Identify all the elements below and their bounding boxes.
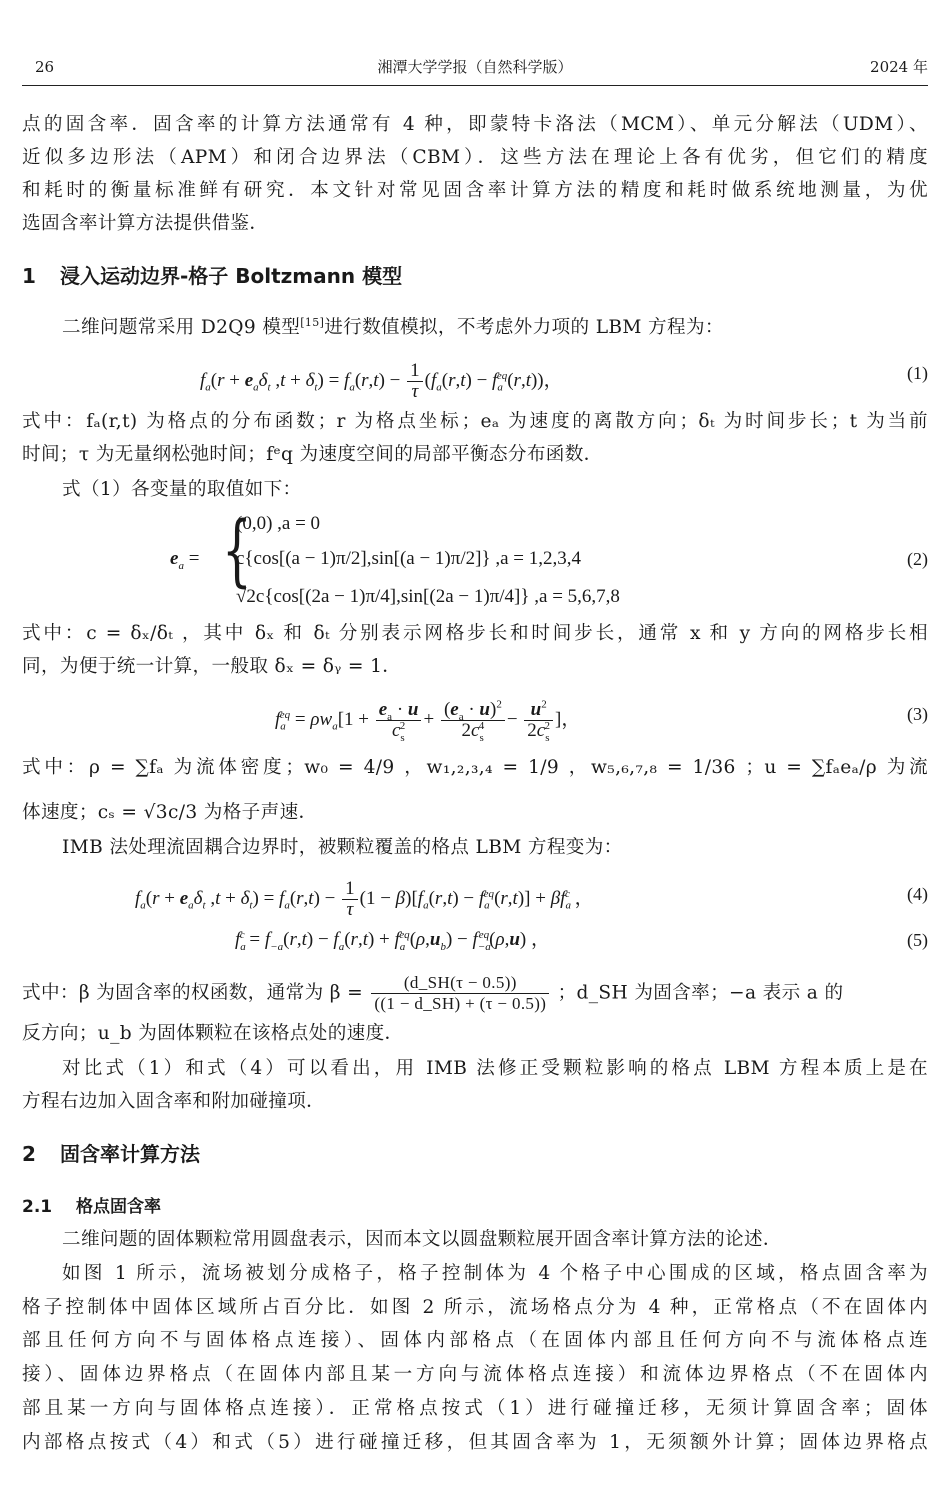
paragraph-text: 进行数值模拟，不考虑外力项的 LBM 方程为： — [324, 317, 724, 338]
paragraph-text: 二维问题常采用 D2Q9 模型 — [62, 317, 301, 338]
page-number: 26 — [35, 58, 55, 76]
header-rule — [22, 85, 928, 86]
paragraph: 部且某一方向与固体格点连接）．正常格点按式（1）进行碰撞迁移，无须计算固含率；固体 — [22, 1398, 928, 1419]
equation-number: (3) — [907, 704, 928, 724]
paragraph: 式（1）各变量的取值如下： — [62, 479, 302, 500]
where-line: 反方向；u_b 为固体颗粒在该格点处的速度． — [22, 1023, 404, 1044]
equation-number: (5) — [907, 930, 928, 950]
where-line — [22, 973, 928, 1011]
section-heading-1 — [22, 263, 402, 289]
where-line: 式中：fₐ(r,t) 为格点的分布函数；r 为格点坐标；eₐ 为速度的离散方向；δₜ 为时间步长；t 为当前 — [22, 411, 928, 432]
fraction-numerator: (d_SH(τ − 0.5)) — [403, 973, 517, 992]
equation-4: $f_a(r + e_a\delta_t$ $,t + \delta_t) = f_a(r,t)$ − $\frac{1}{\tau}$ $(1 - \beta)[f_a(r,t) - f_a^{eq}(r,t)] + \beta f_a^c$ ， — [135, 878, 594, 920]
subsection-title: 格点固含率 — [76, 1197, 161, 1217]
section-title: 固含率计算方法 — [60, 1142, 200, 1166]
where-line: 式中：ρ = ∑fₐ 为流体密度；w₀ = 4/9 ，w₁,₂,₃,₄ = 1/9 ，w₅,₆,₇,₈ = 1/36 ；u = ∑fₐeₐ/ρ 为流 — [22, 757, 928, 778]
where-line: 体速度；cₛ = √3c/3 为格子声速． — [22, 802, 318, 823]
intro-line: 和耗时的衡量标准鲜有研究．本文针对常见固含率计算方法的精度和耗时做系统地测量，为优 — [22, 180, 928, 201]
paragraph: 二维问题的固体颗粒常用圆盘表示，因而本文以圆盘颗粒展开固含率计算方法的论述． — [62, 1229, 782, 1250]
paragraph: 方程右边加入固含率和附加碰撞项． — [22, 1091, 326, 1112]
section-title: 浸入运动边界-格子 Boltzmann 模型 — [60, 264, 403, 288]
case-1: c{cos[(a − 1)π/2],sin[(a − 1)π/2]} ,a = 1,2,3,4 — [236, 548, 581, 569]
where-line: 同，为便于统一计算，一般取 δₓ = δᵧ = 1． — [22, 656, 402, 677]
where-line: 式中：c = δₓ/δₜ ，其中 δₓ 和 δₜ 分别表示网格步长和时间步长，通常 x 和 y 方向的网格步长相 — [22, 623, 928, 644]
publication-year: 2024 年 — [870, 58, 928, 76]
equation-number: (2) — [907, 549, 928, 569]
where-text: ；d_SH 为固含率；−a 表示 a 的 — [557, 982, 844, 1004]
paragraph — [62, 316, 928, 340]
subsection-heading-2-1 — [22, 1195, 161, 1219]
fraction-denominator: ((1 − d_SH) + (τ − 0.5)) — [371, 993, 549, 1014]
equation-2-cases — [236, 512, 796, 612]
paragraph: 如图 1 所示，流场被划分成格子，格子控制体为 4 个格子中心围成的区域，格点固含率为 — [62, 1263, 928, 1284]
where-line: 时间；τ 为无量纲松弛时间；fᵉq 为速度空间的局部平衡态分布函数． — [22, 444, 603, 465]
paragraph: 格子控制体中固体区域所占百分比．如图 2 所示，流场格点分为 4 种，正常格点（不在固体内 — [22, 1297, 928, 1318]
equation-number: (4) — [907, 884, 928, 904]
section-number: 1 — [22, 264, 36, 288]
equation-number: (1) — [907, 363, 928, 383]
intro-line: 点的固含率．固含率的计算方法通常有 4 种，即蒙特卡洛法（MCM）、单元分解法（UDM）、 — [22, 114, 928, 135]
equation-5: $f_a^c = f_{-a}(r,t) - f_a(r,t) + f_a^{eq}(\rho,u_b) - f_{-a}^{eq}(\rho,u)$ ， — [235, 928, 550, 953]
journal-title: 湘潭大学学报（自然科学版） — [377, 58, 573, 76]
paragraph: IMB 法处理流固耦合边界时，被颗粒覆盖的格点 LBM 方程变为： — [62, 837, 623, 858]
paragraph: 内部格点按式（4）和式（5）进行碰撞迁移，但其固含率为 1，无须额外计算；固体边界格点 — [22, 1432, 928, 1453]
equation-1: $f_a(r + e_a\delta_t$ $,t + \delta_t) = f_a(r,t)$ − $\frac{1}{\tau}$ $(f_a(r,t) - f_a^{eq}(r,t))$， — [200, 360, 563, 402]
intro-line: 近似多边形法（APM）和闭合边界法（CBM）．这些方法在理论上各有优劣，但它们的精度 — [22, 147, 928, 168]
brace-glyph: { — [222, 506, 252, 596]
paragraph: 对比式（1）和式（4）可以看出，用 IMB 法修正受颗粒影响的格点 LBM 方程本质上是在 — [62, 1058, 928, 1079]
running-head — [22, 54, 928, 80]
beta-fraction — [371, 973, 549, 1014]
intro-line: 选固含率计算方法提供借鉴． — [22, 213, 269, 234]
equation-3: $f_a^{eq} = \rho w_a[1$ + $\frac{e_a \cdot u}{c_s^2}$ + $\frac{(e_a \cdot u)^2}{2c_s^4}$ − $\frac{u^2}{2c_s^2}$ ]， — [275, 698, 581, 744]
where-text: 式中：β 为固含率的权函数，通常为 β = — [22, 982, 364, 1004]
equation-2-lhs: $e_a$ = — [170, 548, 200, 572]
paragraph: 接）、固体边界格点（在固体内部且某一方向与流体格点连接）和流体边界格点（不在固体内 — [22, 1364, 928, 1385]
subsection-number: 2.1 — [22, 1197, 53, 1217]
case-0: (0,0) ,a = 0 — [236, 513, 321, 534]
paragraph: 部且任何方向不与固体格点连接）、固体内部格点（在固体内部且任何方向不与流体格点连 — [22, 1330, 928, 1351]
citation[interactable]: [15] — [300, 315, 325, 329]
case-2: √2c{cos[(2a − 1)π/4],sin[(2a − 1)π/4]} ,a = 5,6,7,8 — [236, 586, 620, 607]
section-heading-2 — [22, 1141, 200, 1167]
section-number: 2 — [22, 1142, 36, 1166]
